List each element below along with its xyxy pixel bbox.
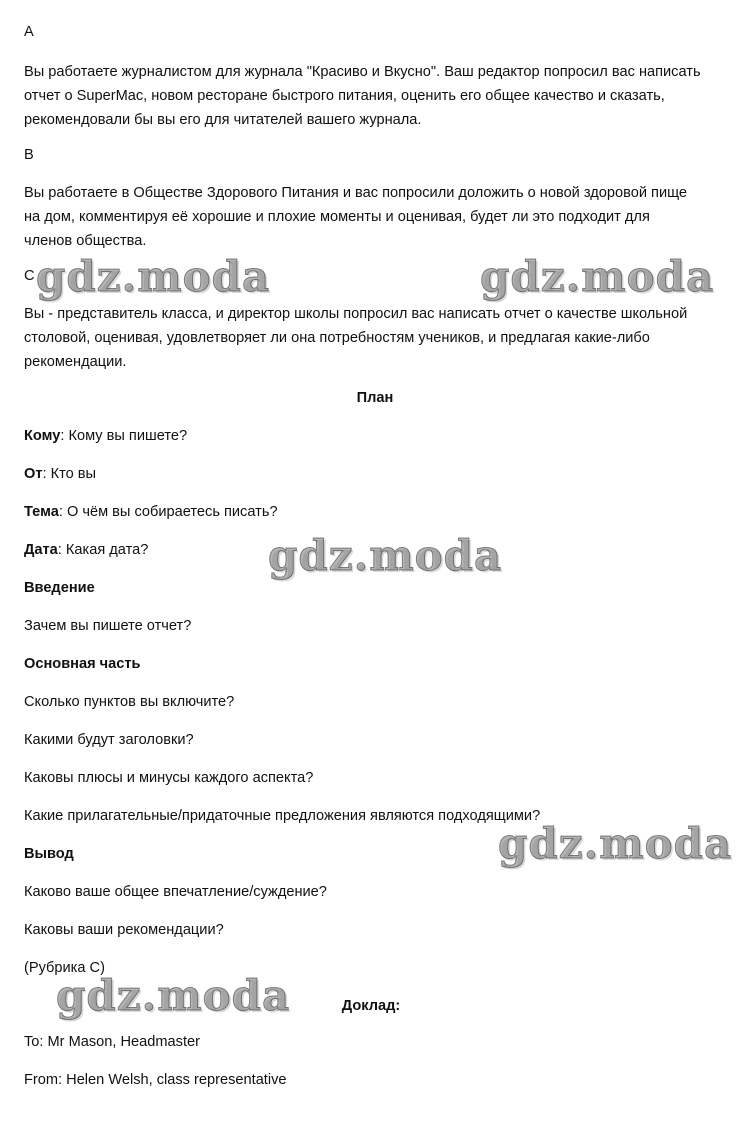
option-b-letter: B — [24, 147, 34, 163]
plan-date — [24, 538, 148, 562]
report-title-text: Доклад: — [341, 998, 401, 1014]
watermark-3: gdz.moda — [268, 531, 503, 580]
main-question-4: Какие прилагательные/придаточные предложения являются подходящими? — [24, 808, 541, 824]
option-a-letter: A — [24, 24, 34, 40]
plan-date-label: Дата — [24, 542, 58, 558]
plan-to-label: Кому — [24, 428, 61, 444]
plan-subject-label: Тема — [24, 504, 59, 520]
option-a-line-1: Вы работаете журналистом для журнала "Красиво и Вкусно". Ваш редактор попросил вас написать — [24, 64, 701, 80]
option-c-line-2: столовой, оценивая, удовлетворяет ли она потребностям учеников, и предлагая какие-либо — [24, 330, 650, 346]
option-a-line-2: отчет о SuperMac, новом ресторане быстрого питания, оценить его общее качество и сказать, — [24, 88, 665, 104]
plan-title: План — [356, 390, 394, 406]
watermark-2: gdz.moda — [480, 252, 715, 301]
plan-subject-text: : О чём вы собираетесь писать? — [58, 504, 278, 520]
option-c-letter: C — [24, 268, 35, 284]
report-to-line: To: Mr Mason, Headmaster — [24, 1034, 200, 1050]
option-b-line-2: на дом, комментируя её хорошие и плохие моменты и оценивая, будет ли это подходит для — [24, 209, 650, 225]
main-question-3: Каковы плюсы и минусы каждого аспекта? — [24, 770, 314, 786]
rubric-label: (Рубрика C) — [24, 960, 105, 976]
watermark-4: gdz.moda — [498, 819, 733, 868]
plan-subject — [24, 500, 278, 524]
conclusion-question-2: Каковы ваши рекомендации? — [24, 922, 224, 938]
option-a-line-3: рекомендовали бы вы его для читателей вашего журнала. — [24, 112, 422, 128]
main-question-2: Какими будут заголовки? — [24, 732, 194, 748]
option-b-line-3: членов общества. — [24, 233, 147, 249]
option-c-line-3: рекомендации. — [24, 354, 127, 370]
plan-to-text: : Кому вы пишете? — [60, 428, 188, 444]
main-heading: Основная часть — [24, 656, 141, 672]
conclusion-question-1: Каково ваше общее впечатление/суждение? — [24, 884, 327, 900]
option-c-line-1: Вы - представитель класса, и директор школы попросил вас написать отчет о качестве школьной — [24, 306, 688, 322]
plan-to — [24, 424, 187, 448]
report-from-line: From: Helen Welsh, class representative — [24, 1072, 287, 1088]
watermark-5: gdz.moda — [56, 971, 291, 1020]
watermark-1: gdz.moda — [36, 252, 271, 301]
intro-question-1: Зачем вы пишете отчет? — [24, 618, 192, 634]
intro-heading: Введение — [24, 580, 95, 596]
plan-from-text: : Кто вы — [42, 466, 97, 482]
plan-from — [24, 462, 96, 486]
main-question-1: Сколько пунктов вы включите? — [24, 694, 235, 710]
plan-from-label: От — [24, 466, 43, 482]
option-b-line-1: Вы работаете в Обществе Здорового Питания и вас попросили доложить о новой здоровой пище — [24, 185, 688, 201]
conclusion-heading: Вывод — [24, 846, 74, 862]
plan-date-text: : Какая дата? — [57, 542, 149, 558]
